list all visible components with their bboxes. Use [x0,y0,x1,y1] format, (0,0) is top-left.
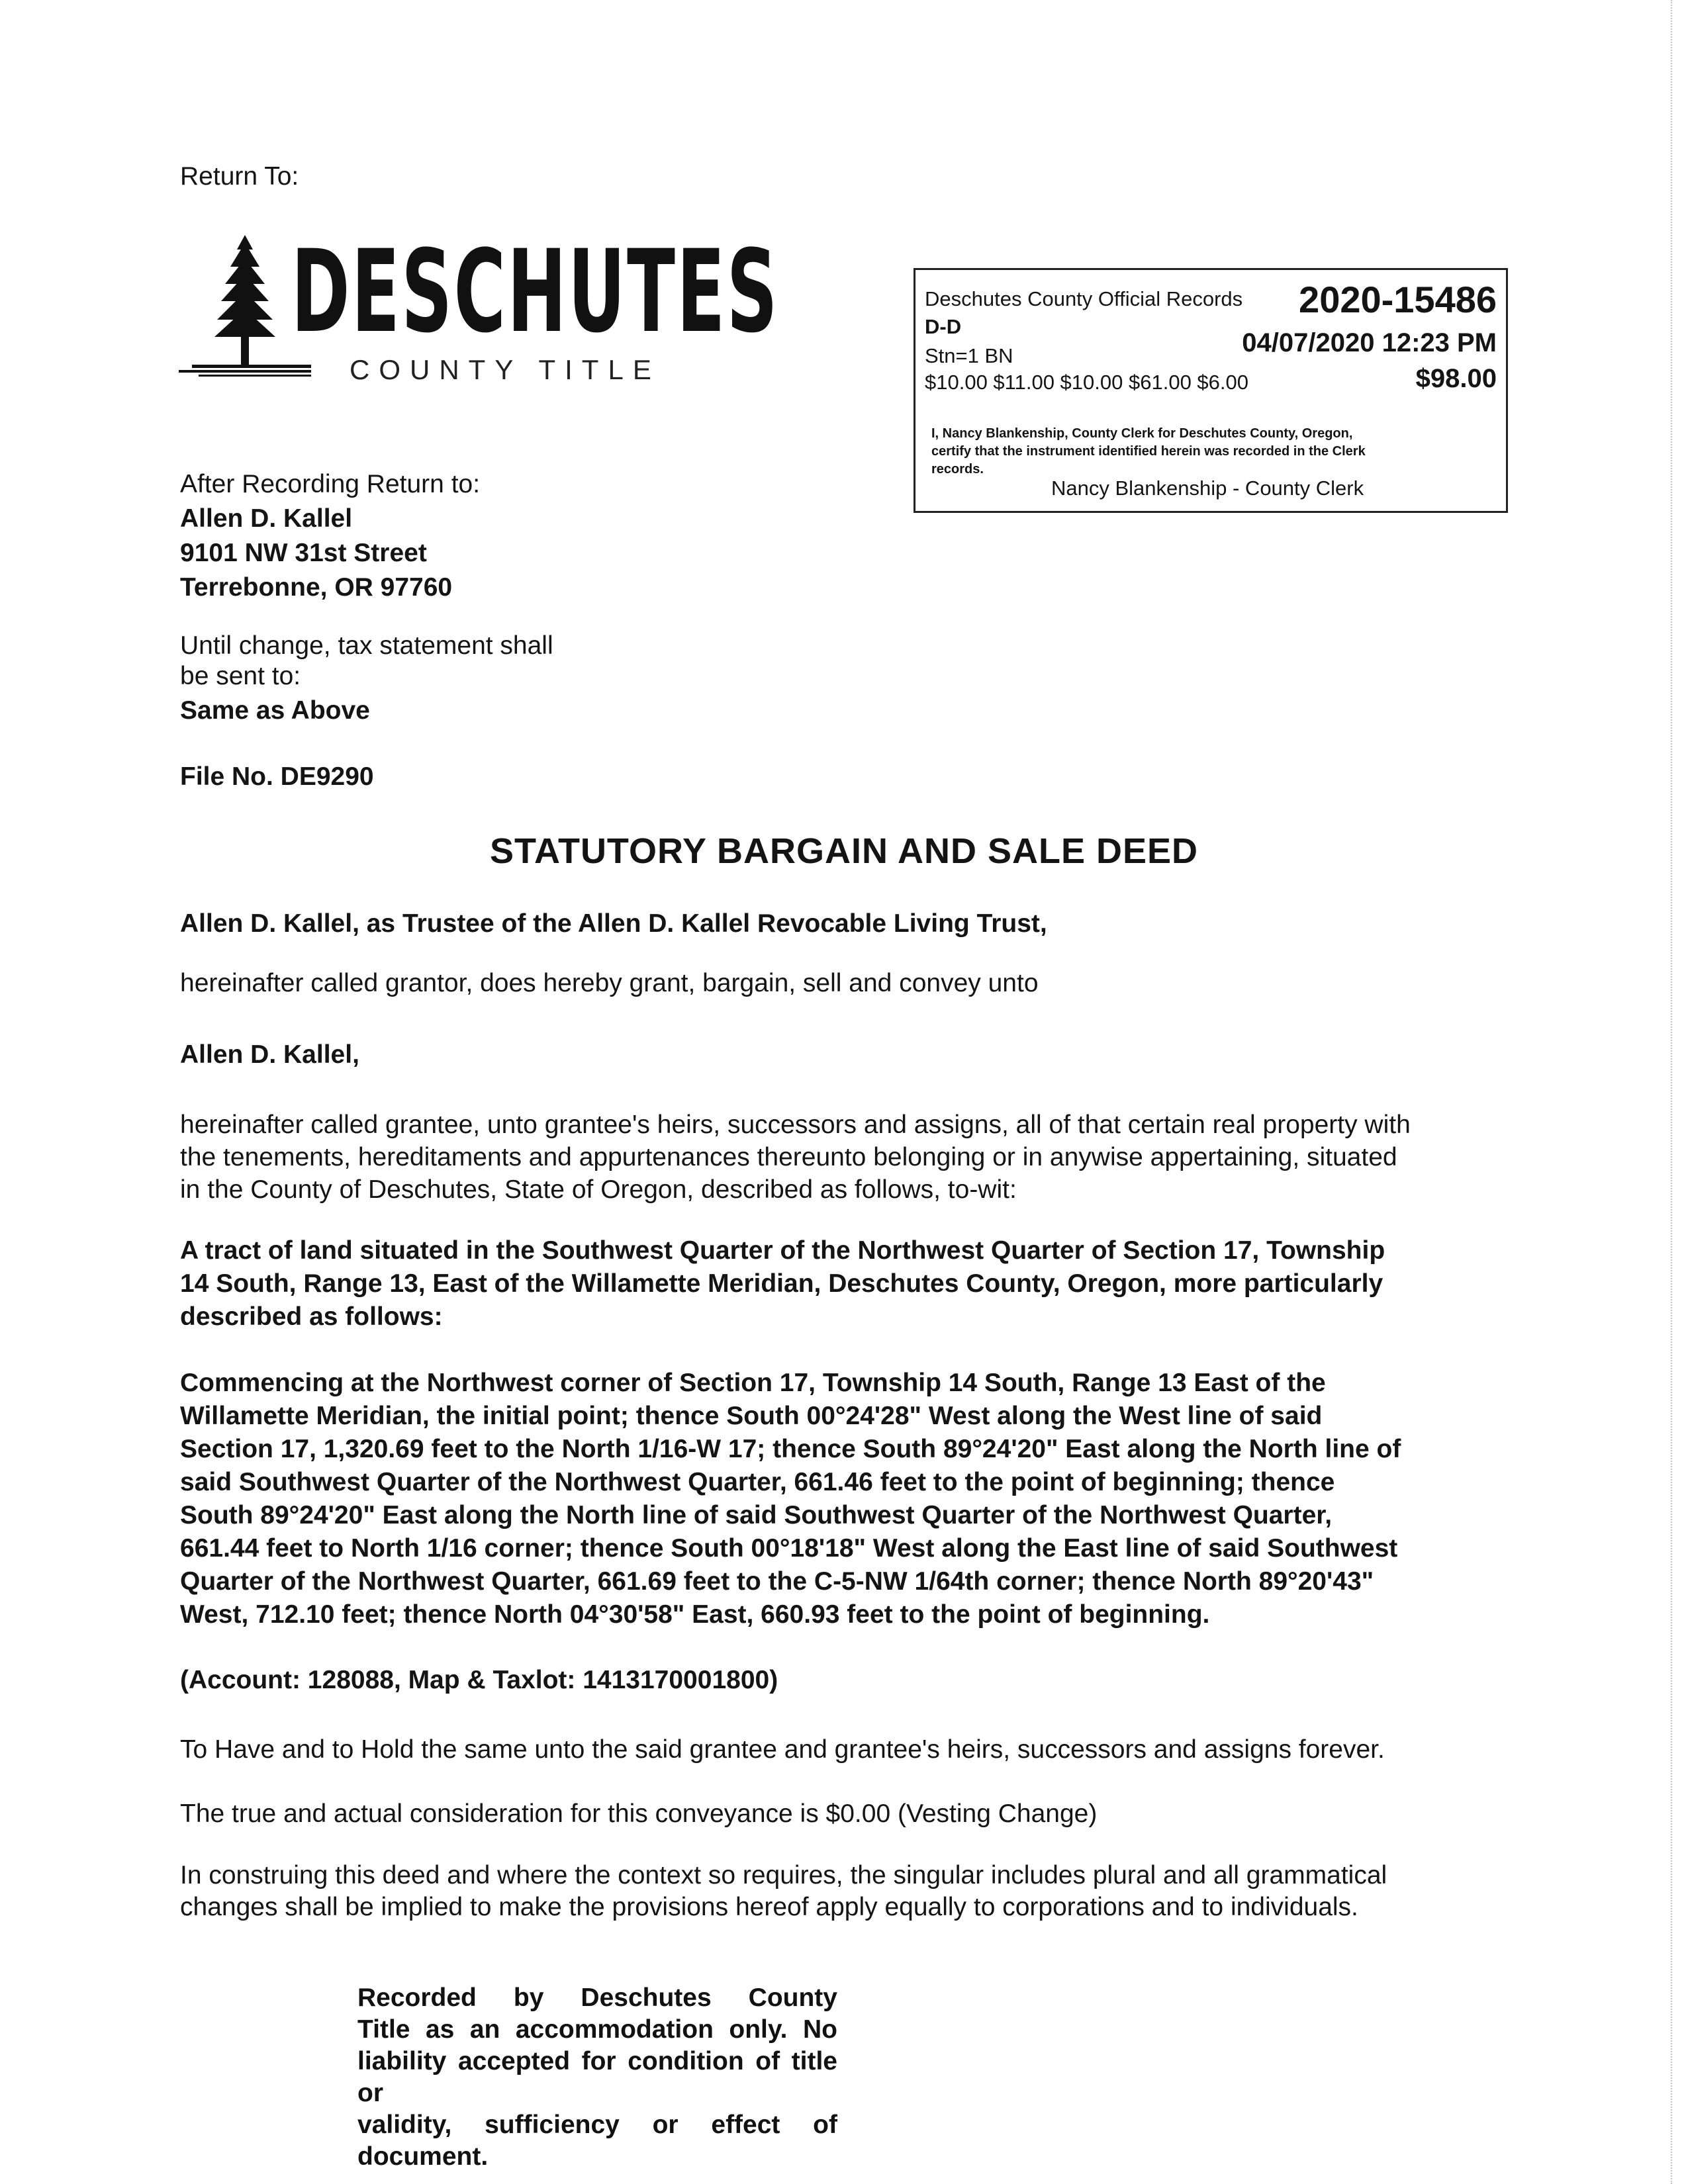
tax-statement [180,631,553,726]
fee-total: $98.00 [1415,364,1497,393]
return-address [180,467,480,605]
stamp-line: liability accepted for condition of title or [357,2047,837,2107]
text-line: Willamette Meridian, the initial point; thence South 00°24'28" West along the West line of said [180,1402,1323,1430]
document-number: 2020-15486 [1299,279,1497,320]
text-line: said Southwest Quarter of the Northwest Quarter, 661.46 feet to the point of beginning; thence [180,1468,1335,1496]
text-line: Section 17, 1,320.69 feet to the North 1/16-W 17; thence South 89°24'20" East along the North line of [180,1435,1401,1463]
text-line: South 89°24'20" East along the North line of said Southwest Quarter of the Northwest Quarter, [180,1501,1333,1529]
scan-edge-line [1671,0,1672,2184]
cert-line: certify that the instrument identified herein was recorded in the Clerk [931,444,1366,459]
stamp-line: Title as an accommodation only. No [357,2015,837,2044]
text-line: 14 South, Range 13, East of the Willamette Meridian, Deschutes County, Oregon, more particularly [180,1269,1383,1298]
return-name: Allen D. Kallel [180,504,353,533]
logo-subtitle: COUNTY TITLE [350,354,661,385]
cert-line: records. [931,462,984,477]
return-street: 9101 NW 31st Street [180,539,427,567]
file-number: File No. DE9290 [180,762,374,791]
station: Stn=1 BN [925,344,1013,367]
accommodation-stamp [357,1982,837,2173]
recording-stamp [914,268,1508,513]
construing-clause [180,1860,1504,1923]
logo-wordmark: DESCHUTES [291,225,779,358]
grantee-name: Allen D. Kallel, [180,1040,359,1069]
text-line: the tenements, hereditaments and appurtenances thereunto belonging or in anywise appertaining, situated [180,1143,1397,1171]
return-to-label: Return To: [180,162,299,191]
records-label: Deschutes County Official Records [925,287,1243,310]
tax-line: Until change, tax statement shall [180,631,553,660]
clerk-certification [931,425,1481,478]
clerk-signature: Nancy Blankenship - County Clerk [1051,477,1364,500]
document-title: STATUTORY BARGAIN AND SALE DEED [489,831,1199,871]
grantor-name: Allen D. Kallel, as Trustee of the Allen D. Kallel Revocable Living Trust, [180,909,1047,938]
stamp-line: validity, sufficiency or effect of document. [357,2111,837,2171]
habendum-clause: To Have and to Hold the same unto the said grantee and grantee's heirs, successors and assigns forever. [180,1735,1385,1764]
tract-description [180,1234,1504,1334]
company-logo [179,225,779,387]
grantor-clause: hereinafter called grantor, does hereby grant, bargain, sell and convey unto [180,969,1039,997]
text-line: described as follows: [180,1302,443,1331]
tax-line: be sent to: [180,662,301,690]
record-datetime: 04/07/2020 12:23 PM [1242,328,1497,357]
consideration-statement: The true and actual consideration for this conveyance is $0.00 (Vesting Change) [180,1799,1098,1828]
tax-recipient: Same as Above [180,696,370,725]
text-line: West, 712.10 feet; thence North 04°30'58" East, 660.93 feet to the point of beginning. [180,1600,1210,1629]
document-type: D-D [925,315,962,338]
legal-description [180,1367,1504,1631]
text-line: Quarter of the Northwest Quarter, 661.69 feet to the C-5-NW 1/64th corner; thence North 89°20'43" [180,1567,1374,1596]
grantee-clause [180,1109,1504,1206]
return-address-label: After Recording Return to: [180,470,481,498]
text-line: 661.44 feet to North 1/16 corner; thence South 00°18'18" West along the East line of said Southwest [180,1534,1398,1563]
text-line: Commencing at the Northwest corner of Section 17, Township 14 South, Range 13 East of the [180,1369,1326,1397]
cert-line: I, Nancy Blankenship, County Clerk for Deschutes County, Oregon, [931,426,1353,441]
stamp-line: Recorded by Deschutes County [357,1983,837,2012]
fee-list: $10.00 $11.00 $10.00 $61.00 $6.00 [925,371,1248,394]
text-line: changes shall be implied to make the provisions hereof apply equally to corporations and to individuals. [180,1893,1358,1921]
text-line: In construing this deed and where the context so requires, the singular includes plural and all grammatical [180,1861,1387,1889]
text-line: A tract of land situated in the Southwest Quarter of the Northwest Quarter of Section 17, Township [180,1236,1385,1265]
text-line: in the County of Deschutes, State of Oregon, described as follows, to-wit: [180,1175,1017,1204]
text-line: hereinafter called grantee, unto grantee's heirs, successors and assigns, all of that certain real property with [180,1111,1411,1139]
return-city: Terrebonne, OR 97760 [180,573,453,602]
account-info: (Account: 128088, Map & Taxlot: 1413170001800) [180,1666,778,1694]
